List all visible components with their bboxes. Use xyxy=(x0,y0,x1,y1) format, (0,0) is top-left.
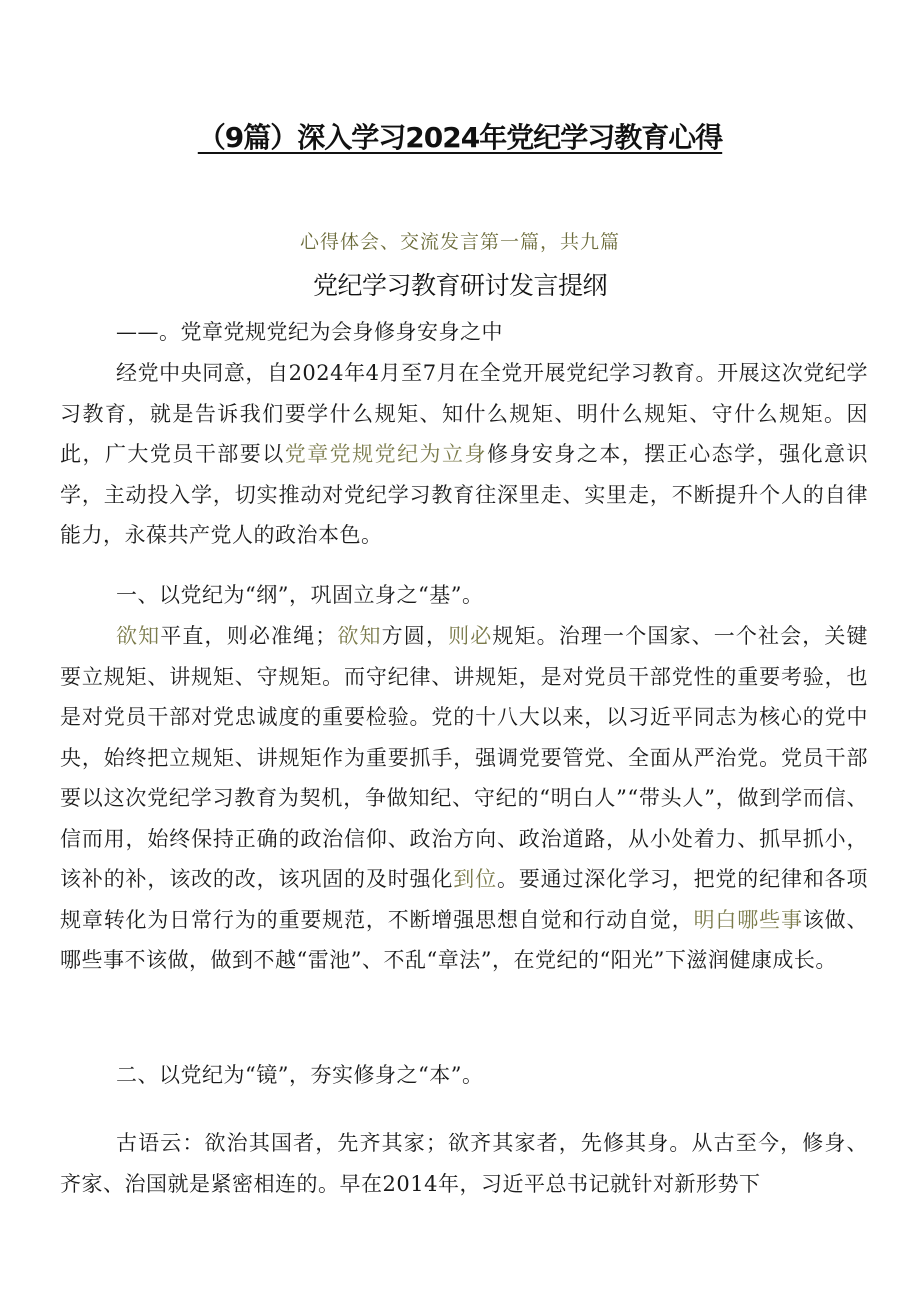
paragraph-2-highlight-i: 明白哪些事 xyxy=(693,907,803,932)
paragraph-2-highlight-g: 到位 xyxy=(453,867,497,891)
document-title: （9篇）深入学习2024年党纪学习教育心得 xyxy=(197,121,723,154)
section-heading: 党纪学习教育研讨发言提纲 xyxy=(312,271,607,300)
paragraph-1 xyxy=(60,353,868,556)
paragraph-2-text-h: 。要通过深化学习，把党的纪律和各项规章转化为日常行为的重要规范，不断增强思想自觉和行动自觉， xyxy=(60,867,869,932)
paragraph-2-highlight-c: 欲知 xyxy=(336,624,382,648)
paragraph-1-text-a: 经党中央同意，自2024年4月至7月在全党开展党纪学习教育。开展这次党纪学习教育，就是告诉我们要学什么规矩、知什么规矩、明什么规矩、守什么规矩。因此，广大党员干部要以 xyxy=(60,361,868,466)
paragraph-1-text-c: 修身安身之本，摆正心态学，强化意识学，主动投入学，切实推动对党纪学习教育往深里走、实里走，不断提升个人的自律能力，永葆共产党人的政治本色。 xyxy=(60,442,869,547)
heading-1: 一、以党纪为“纲”，巩固立身之“基”。 xyxy=(116,583,484,607)
paragraph-2-highlight-e: 则必 xyxy=(448,624,493,648)
document-subtitle: 心得体会、交流发言第一篇，共九篇 xyxy=(299,231,620,253)
paragraph-2-text-b: 平直，则必准绳； xyxy=(160,624,337,648)
lead-line: ——。党章党规党纪为会身修身安身之中 xyxy=(116,320,503,344)
paragraph-2-text-d: 方圆， xyxy=(381,624,449,648)
paragraph-3: 古语云：欲治其国者，先齐其家；欲齐其家者，先修其身。从古至今，修身、齐家、治国就是紧密相连的。早在2014年，习近平总书记就针对新形势下 xyxy=(60,1131,868,1196)
paragraph-2-highlight-a: 欲知 xyxy=(116,624,161,648)
paragraph-2 xyxy=(60,616,868,981)
paragraph-1-highlight: 党章党规党纪为立身 xyxy=(284,442,487,466)
paragraph-2-text-j: 该做、哪些事不该做，做到不越“雷池”、不乱“章法”，在党纪的“阳光”下滋润健康成长。 xyxy=(60,907,869,972)
heading-2: 二、以党纪为“镜”，夯实修身之“本”。 xyxy=(116,1063,484,1087)
paragraph-2-text-f: 规矩。治理一个国家、一个社会，关键要立规矩、讲规矩、守规矩。而守纪律、讲规矩，是对党员干部党性的重要考验，也是对党员干部对党忠诚度的重要检验。党的十八大以来，以习近平同志为核心的党中央，始终把立规矩、讲规矩作为重要抓手，强调党要管党、全面从严治党。党员干部要以这次党纪学习教育为契机，争做知纪、守纪的“明白人”“带头人”，做到学而信、信而用，始终保持正确的政治信仰、政治方向、政治道路，从小处着力、抓早抓小，该补的补，该改的改，该巩固的及时强化 xyxy=(60,624,869,891)
